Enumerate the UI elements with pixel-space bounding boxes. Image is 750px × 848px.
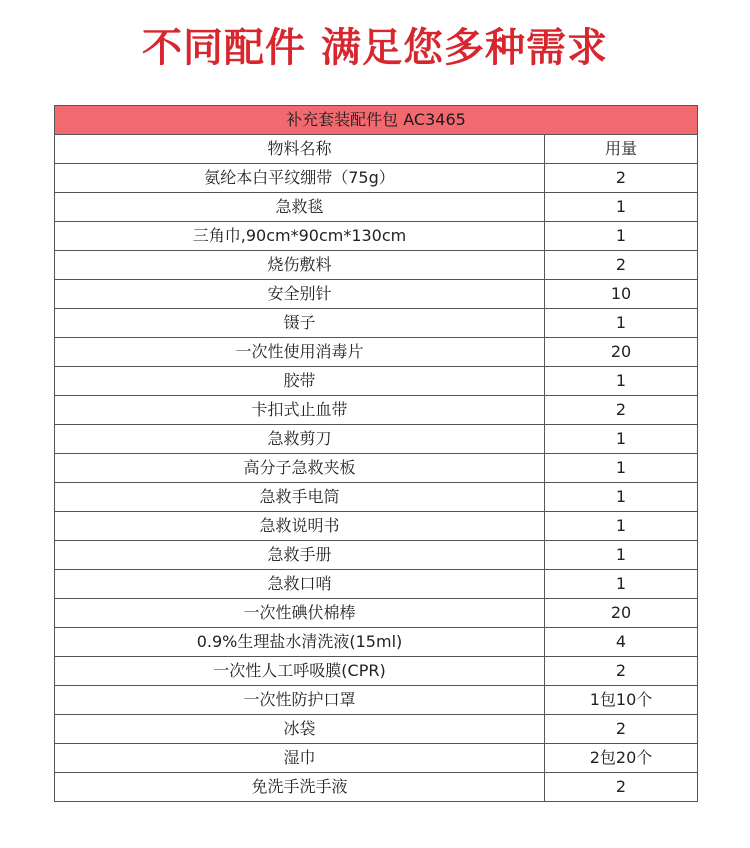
item-qty-cell: 1 [545, 367, 698, 396]
table-row [55, 251, 698, 280]
table-row [55, 599, 698, 628]
table-row [55, 483, 698, 512]
item-qty-cell: 20 [545, 338, 698, 367]
column-header-name: 物料名称 [55, 135, 545, 164]
table-row [55, 309, 698, 338]
item-name-cell: 急救剪刀 [55, 425, 545, 454]
item-name-cell: 急救手电筒 [55, 483, 545, 512]
item-qty-cell: 2 [545, 251, 698, 280]
item-qty-cell: 1 [545, 512, 698, 541]
item-qty-cell: 2 [545, 657, 698, 686]
item-name-cell: 急救毯 [55, 193, 545, 222]
table-row [55, 570, 698, 599]
item-name-cell: 卡扣式止血带 [55, 396, 545, 425]
table-row [55, 280, 698, 309]
item-name-cell: 烧伤敷料 [55, 251, 545, 280]
table-row [55, 541, 698, 570]
item-name-cell: 高分子急救夹板 [55, 454, 545, 483]
item-qty-cell: 10 [545, 280, 698, 309]
item-name-cell: 急救说明书 [55, 512, 545, 541]
item-name-cell: 0.9%生理盐水清洗液(15ml) [55, 628, 545, 657]
item-name-cell: 冰袋 [55, 715, 545, 744]
table-header-row [55, 135, 698, 164]
page-headline: 不同配件 满足您多种需求 [142, 25, 608, 71]
item-name-cell: 一次性人工呼吸膜(CPR) [55, 657, 545, 686]
item-name-cell: 胶带 [55, 367, 545, 396]
table-row [55, 454, 698, 483]
item-qty-cell: 2 [545, 164, 698, 193]
item-name-cell: 安全别针 [55, 280, 545, 309]
item-name-cell: 急救手册 [55, 541, 545, 570]
table-row [55, 657, 698, 686]
item-qty-cell: 20 [545, 599, 698, 628]
column-header-qty: 用量 [545, 135, 698, 164]
table-row [55, 396, 698, 425]
item-qty-cell: 1 [545, 222, 698, 251]
table-row [55, 193, 698, 222]
item-qty-cell: 1 [545, 309, 698, 338]
item-qty-cell: 1 [545, 454, 698, 483]
item-qty-cell: 1 [545, 570, 698, 599]
table-row [55, 338, 698, 367]
item-name-cell: 一次性使用消毒片 [55, 338, 545, 367]
table-row [55, 744, 698, 773]
item-qty-cell: 4 [545, 628, 698, 657]
table-row [55, 715, 698, 744]
item-qty-cell: 1 [545, 425, 698, 454]
item-qty-cell: 2 [545, 715, 698, 744]
item-name-cell: 一次性碘伏棉棒 [55, 599, 545, 628]
table-row [55, 512, 698, 541]
table-row [55, 628, 698, 657]
item-name-cell: 免洗手洗手液 [55, 773, 545, 802]
table-row [55, 686, 698, 715]
item-qty-cell: 1包10个 [545, 686, 698, 715]
item-name-cell: 镊子 [55, 309, 545, 338]
table-row [55, 425, 698, 454]
table-row [55, 164, 698, 193]
table-body [55, 164, 698, 802]
item-qty-cell: 2包20个 [545, 744, 698, 773]
item-name-cell: 急救口哨 [55, 570, 545, 599]
item-name-cell: 湿巾 [55, 744, 545, 773]
table-row [55, 367, 698, 396]
table-row [55, 222, 698, 251]
item-qty-cell: 2 [545, 773, 698, 802]
item-name-cell: 一次性防护口罩 [55, 686, 545, 715]
item-qty-cell: 2 [545, 396, 698, 425]
table-title: 补充套装配件包 AC3465 [55, 106, 698, 135]
item-qty-cell: 1 [545, 193, 698, 222]
item-name-cell: 氨纶本白平纹绷带（75g） [55, 164, 545, 193]
item-qty-cell: 1 [545, 541, 698, 570]
table-row [55, 773, 698, 802]
table-title-row [55, 106, 698, 135]
item-qty-cell: 1 [545, 483, 698, 512]
item-name-cell: 三角巾,90cm*90cm*130cm [55, 222, 545, 251]
kit-contents-table [54, 105, 698, 802]
